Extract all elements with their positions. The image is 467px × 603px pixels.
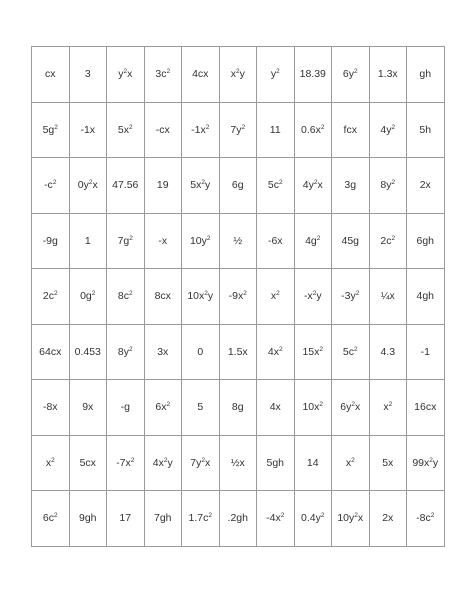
- exponent: 2: [51, 456, 55, 464]
- term-cell: 6gh: [407, 213, 445, 269]
- term-cell: $2c^2$: [369, 213, 407, 269]
- exponent: 2: [123, 68, 128, 76]
- term-cell: 3g: [332, 158, 370, 214]
- term-cell: -1: [407, 324, 445, 380]
- exponent: 2: [278, 345, 283, 353]
- term-cell: $10y^2x$: [332, 491, 370, 547]
- term-cell: 11: [257, 102, 295, 158]
- exponent: 2: [166, 401, 171, 409]
- exponent: 2: [204, 290, 208, 298]
- grid-row: [32, 269, 445, 325]
- term-cell: $6y^2$: [332, 47, 370, 103]
- term-cell: 3x: [144, 324, 182, 380]
- exponent: 2: [391, 179, 396, 187]
- exponent: 2: [91, 290, 96, 298]
- grid-row: [32, 158, 445, 214]
- exponent: 2: [241, 123, 246, 131]
- term-cell: $5x^2y$: [182, 158, 220, 214]
- term-cell: $0.6x^2$: [294, 102, 332, 158]
- exponent: 2: [320, 123, 325, 131]
- term-cell: $7g^2$: [107, 213, 145, 269]
- term-cell: -x: [144, 213, 182, 269]
- term-cell: $-1x^2$: [182, 102, 220, 158]
- term-cell: $4y^2$: [369, 102, 407, 158]
- exponent: 2: [354, 512, 358, 520]
- exponent: 2: [205, 123, 210, 131]
- exponent: 2: [429, 456, 433, 464]
- term-cell: 64cx: [32, 324, 70, 380]
- term-cell: 5cx: [69, 435, 107, 491]
- term-cell: $8y^2$: [107, 324, 145, 380]
- term-cell: 1: [69, 213, 107, 269]
- term-cell: 14: [294, 435, 332, 491]
- term-cell: $5c^2$: [257, 158, 295, 214]
- grid-body: [32, 47, 445, 547]
- exponent: 2: [243, 290, 247, 298]
- exponent: 2: [53, 512, 58, 520]
- term-cell: $x^2$: [32, 435, 70, 491]
- term-cell: $10x^2$: [294, 380, 332, 436]
- term-cell: $4x^2$: [257, 324, 295, 380]
- term-cell: $6x^2$: [144, 380, 182, 436]
- grid-row: [32, 324, 445, 380]
- term-cell: 2x: [369, 491, 407, 547]
- term-cell: $-4x^2$: [257, 491, 295, 547]
- grid-row: [32, 491, 445, 547]
- term-cell: $-8c^2$: [407, 491, 445, 547]
- term-cell: $2c^2$: [32, 269, 70, 325]
- term-cell: $5c^2$: [332, 324, 370, 380]
- grid-row: [32, 435, 445, 491]
- exponent: 2: [353, 345, 358, 353]
- exponent: 2: [163, 456, 168, 464]
- exponent: 2: [313, 179, 318, 187]
- term-cell: ½x: [219, 435, 257, 491]
- term-cell: $4y^2x$: [294, 158, 332, 214]
- term-cell: 45g: [332, 213, 370, 269]
- exponent: 2: [319, 401, 324, 409]
- term-cell: 4cx: [182, 47, 220, 103]
- exponent: 2: [276, 68, 280, 76]
- term-cell: $y^2$: [257, 47, 295, 103]
- grid-row: [32, 102, 445, 158]
- term-cell: cx: [32, 47, 70, 103]
- exponent: 2: [166, 68, 171, 76]
- exponent: 2: [355, 290, 360, 298]
- term-cell: $-x^2y$: [294, 269, 332, 325]
- term-cell: -1x: [69, 102, 107, 158]
- term-cell: $x^2$: [257, 269, 295, 325]
- term-cell: 5gh: [257, 435, 295, 491]
- term-cell: ½: [219, 213, 257, 269]
- exponent: 2: [201, 456, 205, 464]
- term-cell: 8g: [219, 380, 257, 436]
- grid-row: [32, 47, 445, 103]
- term-cell: 2x: [407, 158, 445, 214]
- term-cell: $6c^2$: [32, 491, 70, 547]
- term-cell: 9gh: [69, 491, 107, 547]
- term-cell: $99x^2y$: [407, 435, 445, 491]
- term-cell: 4.3: [369, 324, 407, 380]
- exponent: 2: [276, 290, 280, 298]
- term-cell: -8x: [32, 380, 70, 436]
- term-cell: 19: [144, 158, 182, 214]
- term-cell: fcx: [332, 102, 370, 158]
- exponent: 2: [130, 456, 135, 464]
- exponent: 2: [128, 290, 133, 298]
- term-cell: ¼x: [369, 269, 407, 325]
- exponent: 2: [320, 512, 325, 520]
- term-cell: 18.39: [294, 47, 332, 103]
- exponent: 2: [388, 401, 393, 409]
- term-cell: 3: [69, 47, 107, 103]
- term-cell: $x^2$: [369, 380, 407, 436]
- exponent: 2: [312, 290, 317, 298]
- term-cell: $4x^2y$: [144, 435, 182, 491]
- term-cell: $3c^2$: [144, 47, 182, 103]
- exponent: 2: [316, 234, 321, 242]
- term-cell: $-9x^2$: [219, 269, 257, 325]
- exponent: 2: [280, 512, 285, 520]
- term-cell: $5g^2$: [32, 102, 70, 158]
- term-cell: 5: [182, 380, 220, 436]
- exponent: 2: [353, 68, 358, 76]
- term-cell: 17: [107, 491, 145, 547]
- term-cell: $10y^2$: [182, 213, 220, 269]
- term-cell: $1.7c^2$: [182, 491, 220, 547]
- exponent: 2: [391, 234, 396, 242]
- term-cell: 9x: [69, 380, 107, 436]
- term-cell: $8c^2$: [107, 269, 145, 325]
- worksheet-grid-container: [31, 46, 441, 547]
- exponent: 2: [351, 456, 355, 464]
- term-cell: 16cx: [407, 380, 445, 436]
- exponent: 2: [54, 123, 58, 131]
- exponent: 2: [391, 123, 396, 131]
- term-cell: $15x^2$: [294, 324, 332, 380]
- term-cell: $x^2y$: [219, 47, 257, 103]
- term-cell: -9g: [32, 213, 70, 269]
- term-cell: $6y^2x$: [332, 380, 370, 436]
- term-cell: $7y^2x$: [182, 435, 220, 491]
- term-cell: 0.453: [69, 324, 107, 380]
- term-cell: 0: [182, 324, 220, 380]
- term-cell: $0.4y^2$: [294, 491, 332, 547]
- exponent: 2: [53, 290, 58, 298]
- term-cell: 8cx: [144, 269, 182, 325]
- term-cell: $7y^2$: [219, 102, 257, 158]
- exponent: 2: [430, 512, 435, 520]
- exponent: 2: [128, 123, 133, 131]
- term-cell: 1.5x: [219, 324, 257, 380]
- grid-row: [32, 213, 445, 269]
- term-cell: 4gh: [407, 269, 445, 325]
- term-cell: $5x^2$: [107, 102, 145, 158]
- grid-row: [32, 380, 445, 436]
- exponent: 2: [201, 179, 205, 187]
- exponent: 2: [235, 68, 240, 76]
- term-cell: 7gh: [144, 491, 182, 547]
- term-cell: 47.56: [107, 158, 145, 214]
- term-cell: 5h: [407, 102, 445, 158]
- algebra-terms-grid: [31, 46, 445, 547]
- exponent: 2: [88, 179, 93, 187]
- term-cell: $-c^2$: [32, 158, 70, 214]
- exponent: 2: [319, 345, 324, 353]
- term-cell: $4g^2$: [294, 213, 332, 269]
- exponent: 2: [351, 401, 355, 409]
- term-cell: $y^2x$: [107, 47, 145, 103]
- term-cell: $0g^2$: [69, 269, 107, 325]
- term-cell: $-7x^2$: [107, 435, 145, 491]
- term-cell: gh: [407, 47, 445, 103]
- term-cell: 6g: [219, 158, 257, 214]
- exponent: 2: [278, 179, 283, 187]
- term-cell: -cx: [144, 102, 182, 158]
- term-cell: 5x: [369, 435, 407, 491]
- term-cell: .2gh: [219, 491, 257, 547]
- term-cell: -6x: [257, 213, 295, 269]
- exponent: 2: [52, 179, 57, 187]
- term-cell: $-3y^2$: [332, 269, 370, 325]
- exponent: 2: [128, 345, 133, 353]
- term-cell: 4x: [257, 380, 295, 436]
- term-cell: 1.3x: [369, 47, 407, 103]
- exponent: 2: [129, 234, 133, 242]
- term-cell: -g: [107, 380, 145, 436]
- term-cell: $8y^2$: [369, 158, 407, 214]
- exponent: 2: [208, 512, 212, 520]
- term-cell: $10x^2y$: [182, 269, 220, 325]
- term-cell: $0y^2x$: [69, 158, 107, 214]
- term-cell: $x^2$: [332, 435, 370, 491]
- exponent: 2: [206, 234, 211, 242]
